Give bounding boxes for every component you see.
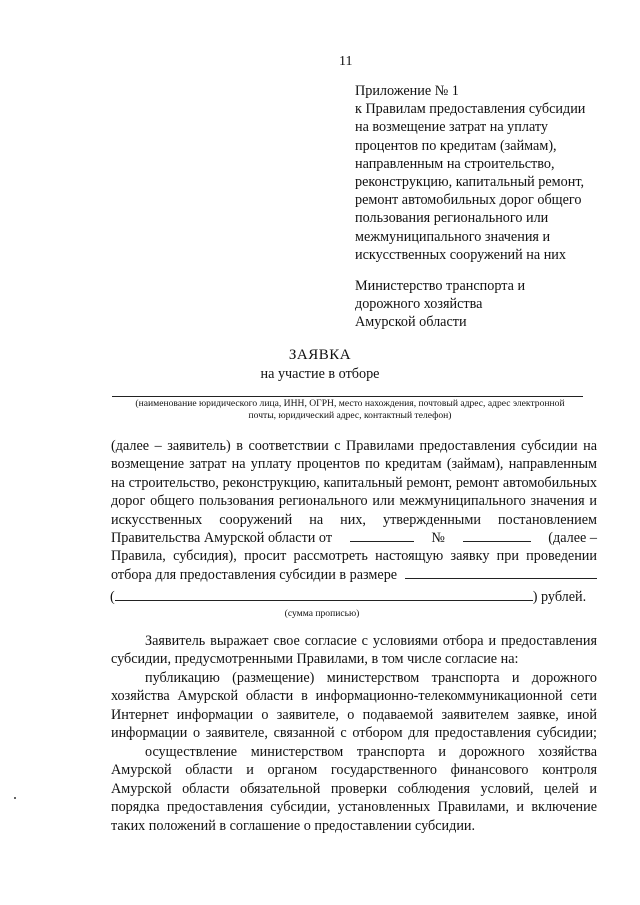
hereinafter-text: (далее – <box>548 530 597 547</box>
paragraph-line-date <box>111 529 597 547</box>
paragraph-line: Интернет информации о заявителе, о подаваемой заявителем заявке, иной <box>111 706 597 723</box>
sum-open-paren: ( <box>110 589 115 605</box>
paragraph-consent <box>111 632 597 669</box>
paragraph-line: хозяйства Амурской области в информационно-телекоммуникационной сети <box>111 688 597 705</box>
paragraph-line: возмещение затрат на уплату процентов по кредитам (займам), направленным <box>111 456 597 473</box>
sum-caption: (сумма прописью) <box>284 608 360 619</box>
page-number: 11 <box>339 54 353 69</box>
paragraph-application <box>111 437 597 584</box>
appendix-line: ремонт автомобильных дорог общего <box>355 192 582 209</box>
paragraph-line: дорог общего пользования регионального или межмуниципального значения и <box>111 493 597 510</box>
appendix-block <box>355 82 615 264</box>
paragraph-line: таких положений в соглашение о предоставлении субсидии. <box>111 817 476 834</box>
amount-prefix-text: отбора для предоставления субсидии в размере <box>111 566 398 583</box>
addressee-line: Амурской области <box>355 314 467 331</box>
paragraph-line: информации о заявителе, связанной с отбором для предоставления субсидии; <box>111 725 597 742</box>
scan-speck <box>14 797 16 799</box>
document-subtitle: на участие в отборе <box>260 366 380 382</box>
paragraph-line: порядка предоставления субсидии, установленных Правилами, и включение <box>111 799 597 816</box>
paragraph-line: Заявитель выражает свое согласие с условиями отбора и предоставления <box>145 633 597 649</box>
addressee-block <box>355 277 615 332</box>
date-prefix-text: Правительства Амурской области от <box>111 530 333 547</box>
resolution-number-field[interactable] <box>463 529 531 542</box>
appendix-line: Приложение № 1 <box>355 83 459 99</box>
subsidy-amount-field[interactable] <box>405 566 597 579</box>
paragraph-publication <box>111 669 597 743</box>
paragraph-verification <box>111 743 597 835</box>
paragraph-line: публикацию (размещение) министерством транспорта и дорожного <box>145 670 597 686</box>
paragraph-line: (далее – заявитель) в соответствии с Правилами предоставления субсидии на <box>111 438 597 454</box>
applicant-name-field-line[interactable] <box>112 396 583 397</box>
applicant-caption-line: (наименование юридического лица, ИНН, ОГРН, место нахождения, почтовый адрес, адрес электронной <box>135 398 565 409</box>
paragraph-line: Амурской области обязательной проверки соблюдения условий, целей и <box>111 780 597 797</box>
addressee-line: дорожного хозяйства <box>355 296 483 313</box>
paragraph-line: субсидии, предусмотренными Правилами, в том числе согласие на: <box>111 651 519 668</box>
addressee-line: Министерство транспорта и <box>355 278 526 294</box>
paragraph-line: на строительство, реконструкцию, капитальный ремонт, ремонт автомобильных <box>111 474 597 491</box>
appendix-line: искусственных сооружений на них <box>355 246 566 263</box>
appendix-line: процентов по кредитам (займам), <box>355 137 557 154</box>
number-sign-text: № <box>431 530 445 547</box>
paragraph-line: осуществление министерством транспорта и дорожного хозяйства <box>145 744 597 760</box>
paragraph-line-amount <box>111 566 597 584</box>
paragraph-line: Правила, субсидия), просит рассмотреть настоящую заявку при проведении <box>111 548 597 565</box>
appendix-line: реконструкцию, капитальный ремонт, <box>355 174 585 191</box>
appendix-line: направленным на строительство, <box>355 155 555 172</box>
sum-in-words-field[interactable] <box>115 588 533 601</box>
applicant-caption-line: почты, юридический адрес, контактный телефон) <box>248 410 452 421</box>
applicant-caption <box>100 398 600 422</box>
appendix-line: на возмещение затрат на уплату <box>355 119 548 136</box>
appendix-line: к Правилам предоставления субсидии <box>355 101 586 118</box>
sum-in-words-row <box>110 588 600 606</box>
paragraph-line: Амурской области и органом государственного финансового контроля <box>111 762 597 779</box>
document-title: ЗАЯВКА <box>288 347 352 363</box>
appendix-line: пользования регионального или <box>355 210 549 227</box>
paragraph-line: искусственных сооружений на них, утвержденными постановлением <box>111 511 597 528</box>
resolution-date-field[interactable] <box>350 529 414 542</box>
appendix-line: межмуниципального значения и <box>355 228 551 245</box>
sum-close-text: ) рублей. <box>532 589 587 605</box>
